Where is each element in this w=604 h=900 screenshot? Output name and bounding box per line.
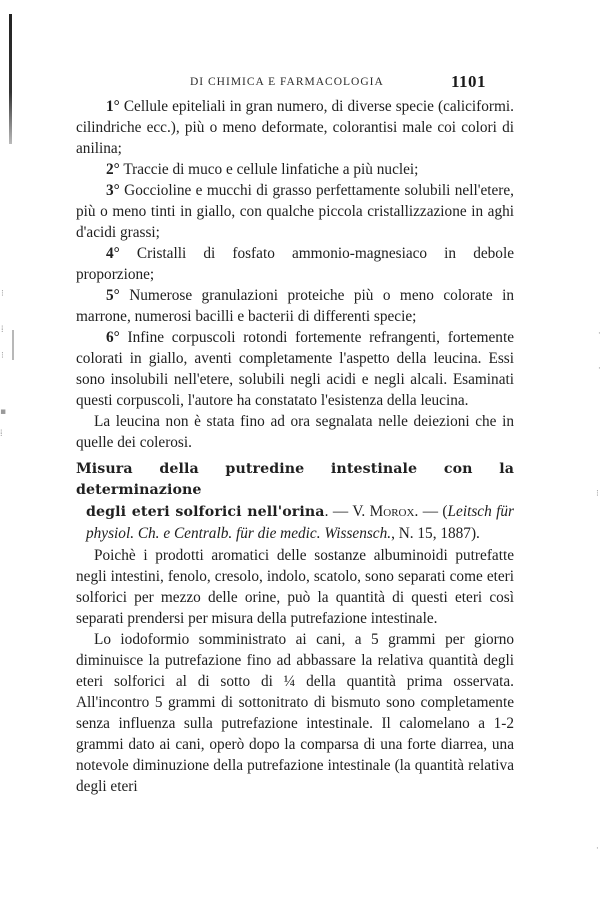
margin-scan-speck: · — [598, 364, 601, 374]
article-title-line2: degli eteri solforici nell'orina — [86, 504, 325, 520]
item-text: Goccioline e mucchi di grasso perfettamente solubili nell'etere, più o meno tinti in giallo, con qualche piccola cristallizzazione in aghi d'acidi grassi; — [76, 182, 514, 241]
body-paragraph: Lo iodoformio somministrato ai cani, a 5 grammi per giorno diminuisce la putrefazione fino ad abbassare la relativa quantità degli eteri solforici al di sotto di ¼ della quantità prima osservata. All'incontro 5 grammi di sottonitrato di bismuto sono completamente senza influenza sulla putrefazione intestinale. Il calomelano a 1-2 grammi dato ai cani, operò dopo la comparsa di una forte diarrea, una notevole diminuzione della putrefazione intestinale (la quantità relativa degli eteri — [76, 631, 514, 795]
list-item — [76, 243, 514, 285]
article-title-line1: Misura della putredine intestinale con la determinazione — [76, 461, 514, 498]
list-item — [76, 159, 514, 180]
item-marker: 6° — [106, 329, 120, 346]
item-marker: 2° — [106, 161, 120, 178]
margin-scan-speck: · — [598, 329, 601, 339]
item-marker: 4° — [106, 245, 120, 262]
findings-list — [76, 96, 514, 453]
article-title-line2-wrap — [76, 501, 514, 544]
margin-scan-speck: · — [596, 844, 599, 854]
list-item — [76, 327, 514, 411]
item-text: Cellule epiteliali in gran numero, di diverse specie (caliciformi. cilindriche ecc.), più o meno deformate, colorantisi male coi colori di anilina; — [76, 98, 514, 157]
margin-scan-speck: ⁞ — [0, 429, 3, 439]
list-item — [76, 285, 514, 327]
author-initial: V. — [352, 503, 370, 520]
item-marker: 3° — [106, 182, 120, 199]
page-number: 1101 — [451, 72, 487, 91]
source-journal: Leitsch für physiol. Ch. e Centralb. für die medic. Wissensch. — [86, 503, 515, 542]
source-issue: , N. 15, 1887). — [391, 525, 480, 542]
margin-scan-speck: ⁝ — [1, 289, 4, 299]
closing-paragraph: La leucina non è stata fino ad ora segnalata nelle deiezioni che in quelle dei colerosi. — [76, 413, 514, 451]
body-paragraph: Poichè i prodotti aromatici delle sostanze albuminoidi putrefatte negli intestini, fenolo, cresolo, indolo, scatolo, sono separati come eteri solforici per mezzo delle orine, può la quantità di questi eteri così separati prendersi per misura della putrefazione intestinale. — [76, 547, 514, 627]
title-period: . — [324, 503, 329, 520]
dash: . — ( — [414, 503, 448, 520]
item-text: Infine corpuscoli rotondi fortemente refrangenti, fortemente colorati in giallo, aventi completamente l'aspetto della leucina. Essi sono insolubili nell'etere, solubili negli acidi e negli alcali. Esaminati questi corpuscoli, l'autore ha constatato l'esistenza della leucina. — [76, 329, 514, 409]
item-text: Numerose granulazioni proteiche più o meno colorate in marrone, numerosi bacilli e bacterii di differenti specie; — [76, 287, 514, 325]
margin-scan-speck: ⁞ — [1, 325, 4, 335]
margin-scan-speck: ⁝ — [596, 489, 599, 499]
margin-scan-mark — [12, 330, 14, 360]
article-body — [76, 545, 514, 797]
margin-scan-speck: ▪ — [0, 407, 7, 417]
list-item — [76, 180, 514, 243]
author-name: Morox — [369, 503, 415, 520]
margin-scan-speck: ⁝ — [1, 351, 4, 361]
article-citation — [76, 459, 514, 544]
item-text: Cristalli di fosfato ammonio-magnesiaco in debole proporzione; — [76, 245, 514, 283]
dash: — — [328, 503, 353, 520]
running-title: DI CHIMICA E FARMACOLOGIA — [190, 76, 384, 88]
item-marker: 1° — [106, 98, 120, 115]
list-item — [76, 96, 514, 159]
article-heading — [76, 459, 514, 544]
item-marker: 5° — [106, 287, 120, 304]
running-header — [0, 72, 604, 92]
item-text: Traccie di muco e cellule linfatiche a più nuclei; — [119, 161, 419, 178]
